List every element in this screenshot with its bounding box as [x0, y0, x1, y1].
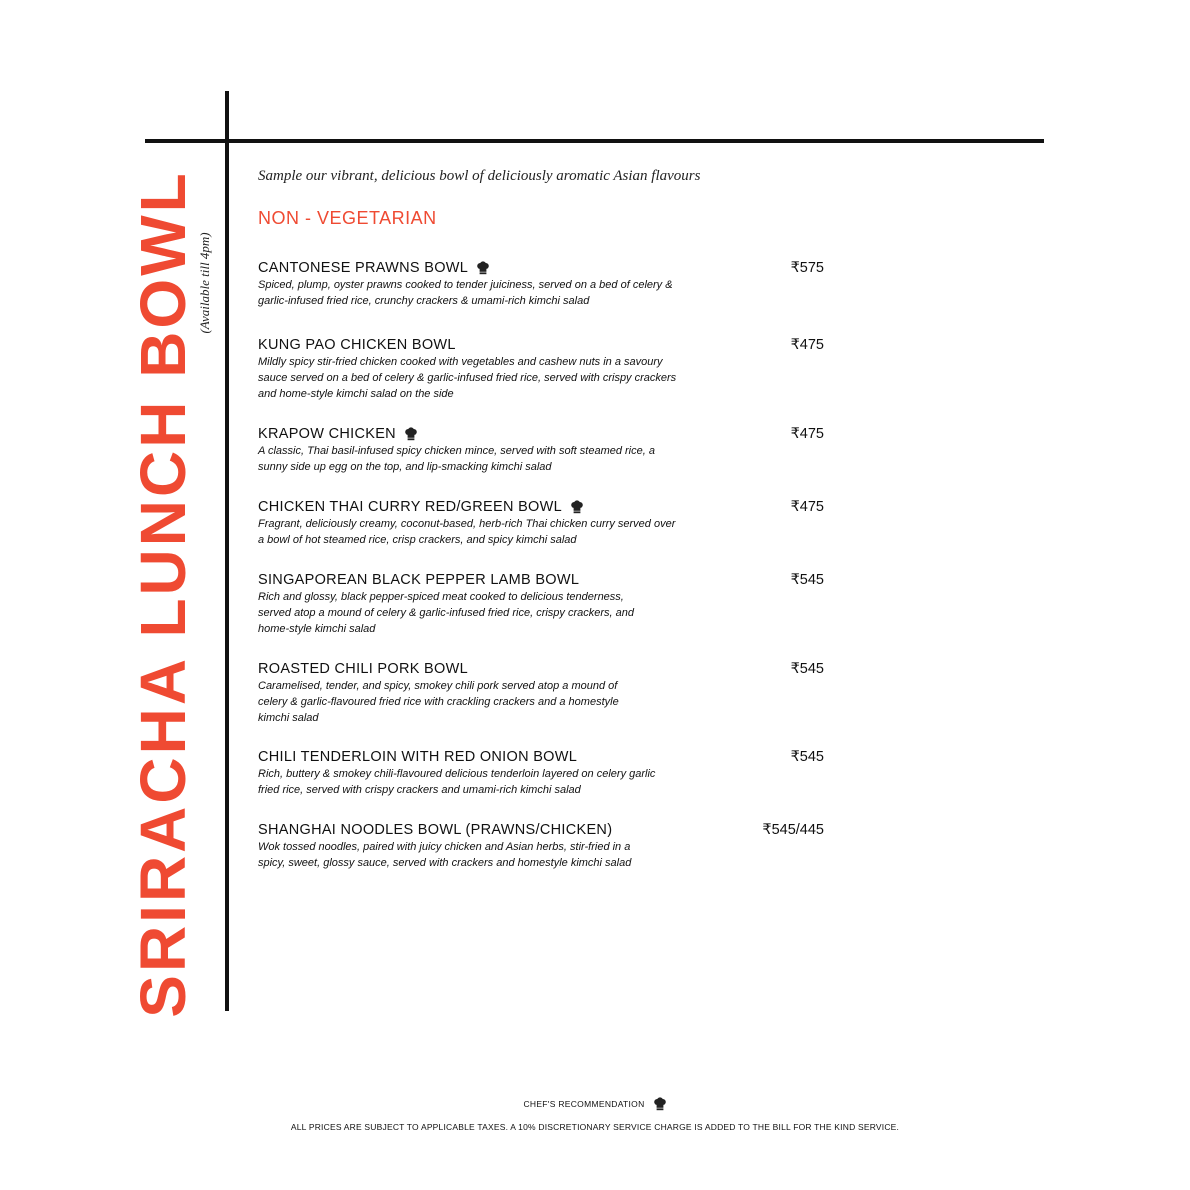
menu-item [258, 425, 828, 475]
tax-service-note: ALL PRICES ARE SUBJECT TO APPLICABLE TAXES. A 10% DISCRETIONARY SERVICE CHARGE IS ADDED TO THE BILL FOR THE KIND SERVICE. [290, 1122, 900, 1132]
item-name [258, 571, 828, 589]
menu-item [258, 821, 828, 871]
item-name-text: KUNG PAO CHICKEN BOWL [258, 337, 456, 353]
item-description: Rich and glossy, black pepper-spiced meat cooked to delicious tenderness, served atop a mound of celery & garlic-infused fried rice, crispy crackers, and home-style kimchi salad [258, 591, 634, 635]
item-description: Fragrant, deliciously creamy, coconut-based, herb-rich Thai chicken curry served over a bowl of hot steamed rice, crisp crackers, and spicy kimchi salad [258, 518, 676, 546]
item-name [258, 425, 828, 443]
item-description: Rich, buttery & smokey chili-flavoured delicious tenderloin layered on celery garlic fried rice, served with crispy crackers and umami-rich kimchi salad [258, 768, 656, 796]
chef-hat-icon [404, 427, 418, 441]
menu-intro: Sample our vibrant, delicious bowl of deliciously aromatic Asian flavours [258, 168, 701, 184]
item-price: ₹545 [790, 572, 824, 588]
item-description: Caramelised, tender, and spicy, smokey chili pork served atop a mound of celery & garlic-flavoured fried rice with crackling crackers and a homestyle kimchi salad [258, 680, 619, 724]
chef-hat-icon [653, 1097, 667, 1111]
chef-hat-icon [476, 261, 490, 275]
item-name [258, 336, 828, 354]
menu-item [258, 571, 828, 637]
item-name [258, 748, 828, 766]
menu-item [258, 660, 828, 726]
vertical-divider [225, 91, 229, 1011]
item-name-text: CHILI TENDERLOIN WITH RED ONION BOWL [258, 749, 578, 765]
chef-recommendation-legend [0, 1097, 1190, 1111]
item-name-text: CANTONESE PRAWNS BOWL [258, 260, 469, 276]
menu-title: SRIRACHA LUNCH BOWL [127, 170, 199, 1018]
item-price: ₹475 [790, 426, 824, 442]
item-price: ₹575 [790, 260, 824, 276]
item-name [258, 498, 828, 516]
item-name [258, 821, 828, 839]
menu-item [258, 259, 828, 309]
item-description: Spiced, plump, oyster prawns cooked to tender juiciness, served on a bed of celery & garlic-infused fried rice, crunchy crackers & umami-rich kimchi salad [258, 279, 673, 307]
item-name-text: SINGAPOREAN BLACK PEPPER LAMB BOWL [258, 572, 580, 588]
item-price: ₹475 [790, 337, 824, 353]
item-price: ₹545 [790, 749, 824, 765]
menu-item [258, 336, 828, 402]
item-name-text: CHICKEN THAI CURRY RED/GREEN BOWL [258, 499, 562, 515]
item-price: ₹545/445 [762, 822, 824, 838]
item-name [258, 660, 828, 678]
item-description: Wok tossed noodles, paired with juicy chicken and Asian herbs, stir-fried in a spicy, sweet, glossy sauce, served with crackers and homestyle kimchi salad [258, 841, 632, 869]
item-name-text: SHANGHAI NOODLES BOWL (PRAWNS/CHICKEN) [258, 822, 613, 838]
item-name [258, 259, 828, 277]
item-name-text: KRAPOW CHICKEN [258, 426, 396, 442]
chef-hat-icon [570, 500, 584, 514]
item-price: ₹475 [790, 499, 824, 515]
item-price: ₹545 [790, 661, 824, 677]
menu-item [258, 748, 828, 798]
item-name-text: ROASTED CHILI PORK BOWL [258, 661, 468, 677]
menu-item [258, 498, 828, 548]
item-description: Mildly spicy stir-fried chicken cooked with vegetables and cashew nuts in a savoury sauce served on a bed of celery & garlic-infused fried rice, served with crispy crackers and home-style kimchi salad on the side [258, 356, 677, 400]
item-description: A classic, Thai basil-infused spicy chicken mince, served with soft steamed rice, a sunny side up egg on the top, and lip-smacking kimchi salad [258, 445, 655, 473]
legend-label: CHEF'S RECOMMENDATION [523, 1099, 645, 1109]
horizontal-divider [145, 139, 1044, 143]
availability-note: (Available till 4pm) [197, 232, 212, 334]
section-heading: NON - VEGETARIAN [258, 208, 437, 228]
